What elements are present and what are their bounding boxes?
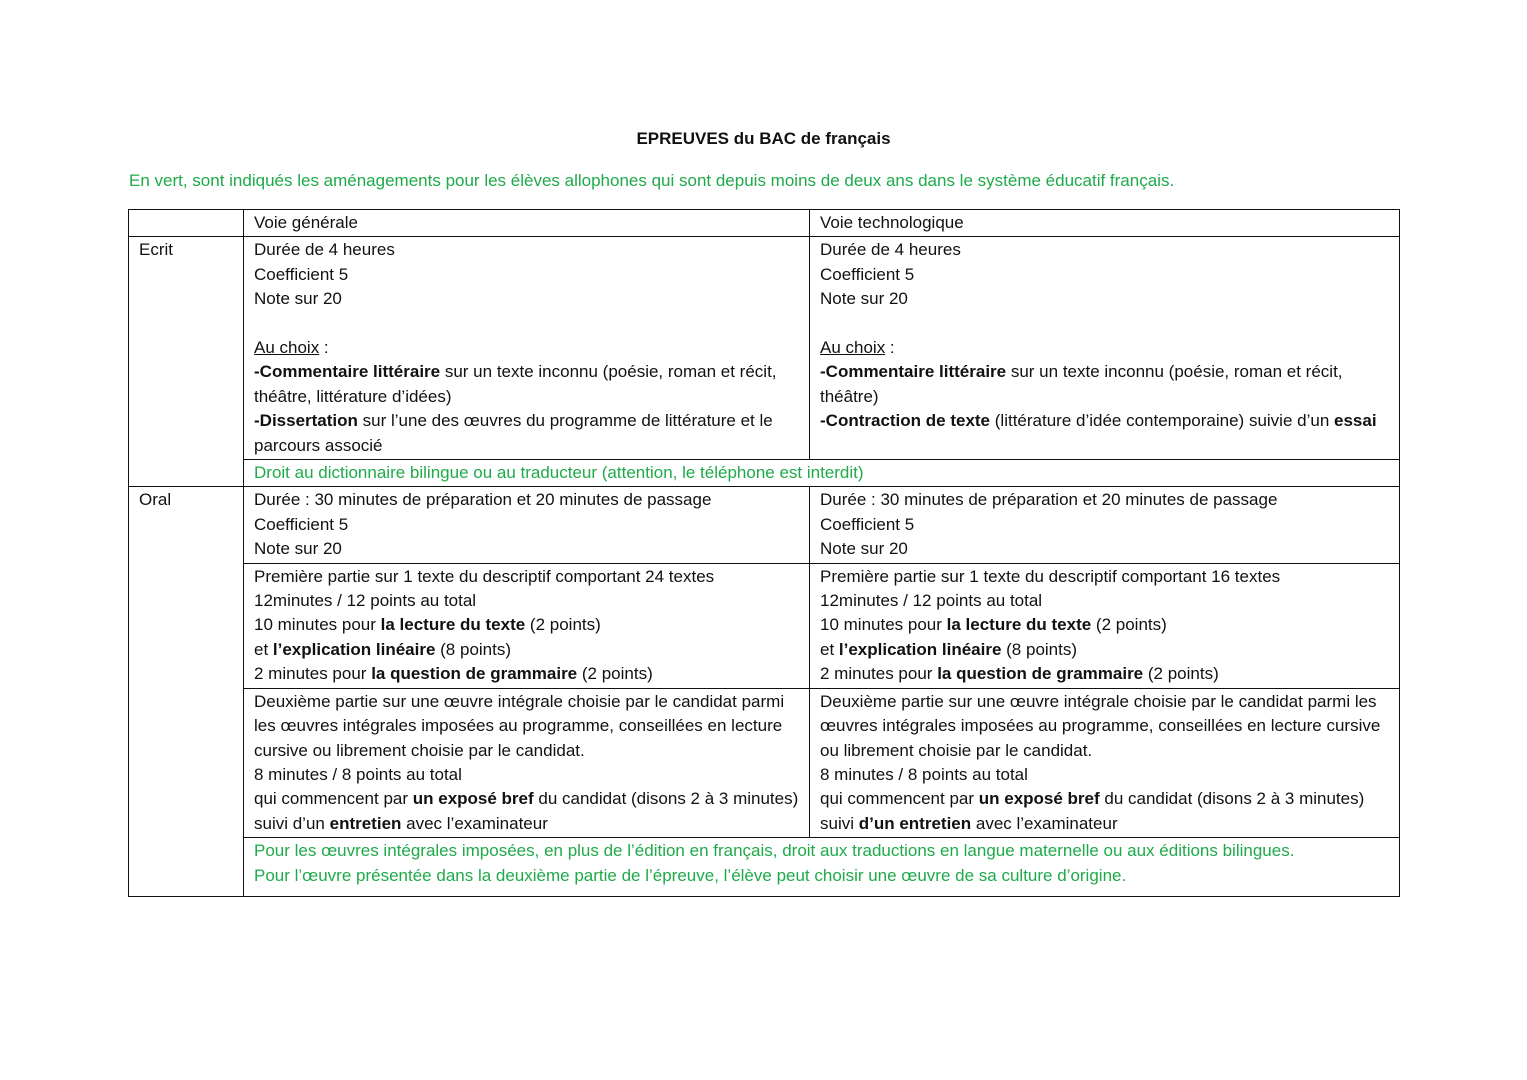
commentaire-bold: -Commentaire littéraire [254,362,441,382]
text-part: (2 points) [1143,664,1219,684]
intro-note: En vert, sont indiqués les aménagements pour les élèves allophones qui sont depuis moins de deux ans dans le système éducatif français. [129,171,1175,190]
exam-table [128,209,1400,897]
oral-general-p2-l3 [254,787,800,811]
empty-header-cell [129,210,244,237]
oral-general-duree: Durée : 30 minutes de préparation et 20 minutes de passage [254,490,712,510]
text-part: 2 minutes pour [820,664,938,684]
oral-general-p1-l4 [254,638,800,662]
bold-part: d’un entretien [858,813,972,833]
header-voie-technologique: Voie technologique [810,210,1400,237]
oral-techno-duree: Durée : 30 minutes de préparation et 20 minutes de passage [820,490,1278,510]
text-part: 10 minutes pour [820,615,947,635]
oral-amenagement [244,838,1400,897]
dissertation-rest: sur l’une des œuvres du programme de littérature et le parcours associé [254,411,773,455]
spacer [820,312,1390,336]
choix-colon: : [885,338,895,358]
text-part: suivi d’un [254,813,330,833]
text-part: du candidat (disons 2 à 3 minutes) [1099,789,1365,809]
ecrit-techno-cell [810,237,1400,460]
oral-amenagement-row [129,838,1400,897]
text-part: qui commencent par [820,789,979,809]
oral-techno-cell-1 [810,487,1400,563]
oral-label-text: Oral [139,490,172,510]
oral-general-p2-l4 [254,812,800,836]
bold-part: l’explication linéaire [838,639,1002,659]
ecrit-general-choix [254,336,800,360]
choix-label: Au choix [254,338,320,358]
text-part: avec l’examinateur [401,813,548,833]
oral-techno-note: Note sur 20 [820,539,908,559]
commentaire-rest: sur un texte inconnu (poésie, roman et récit, théâtre) [820,362,1343,406]
spacer [254,312,800,336]
commentaire-rest: sur un texte inconnu (poésie, roman et récit, théâtre, littérature d’idées) [254,362,777,406]
choix-colon: : [319,338,329,358]
oral-techno-cell-3 [810,688,1400,837]
essai-bold: essai [1334,411,1377,431]
oral-techno-cell-2 [810,563,1400,688]
oral-label [129,487,244,897]
text-part: et [820,639,839,659]
oral-row-3 [129,688,1400,837]
ecrit-amenagement-text: Droit au dictionnaire bilingue ou au traducteur (attention, le téléphone est interdit) [254,463,864,483]
choix-label: Au choix [820,338,886,358]
oral-general-p2-l2: 8 minutes / 8 points au total [254,764,462,784]
oral-techno-p1-l2: 12minutes / 12 points au total [820,591,1043,611]
text-part: 10 minutes pour [254,615,381,635]
oral-techno-coef: Coefficient 5 [820,514,915,534]
ecrit-techno-contraction [820,409,1390,433]
oral-general-cell-3 [244,688,810,837]
oral-techno-p1-l4 [820,638,1390,662]
oral-techno-p2-l3 [820,787,1390,811]
bold-part: un exposé bref [978,789,1100,809]
ecrit-techno-coef: Coefficient 5 [820,264,915,284]
ecrit-techno-note: Note sur 20 [820,289,908,309]
ecrit-general-duree: Durée de 4 heures [254,240,395,260]
ecrit-general-cell [244,237,810,460]
bold-part: la question de grammaire [937,664,1144,684]
ecrit-general-note: Note sur 20 [254,289,342,309]
oral-general-p1-l5 [254,662,800,686]
ecrit-techno-duree: Durée de 4 heures [820,240,961,260]
text-part: qui commencent par [254,789,413,809]
oral-general-cell-1 [244,487,810,563]
bold-part: la question de grammaire [371,664,578,684]
oral-techno-p2-l2: 8 minutes / 8 points au total [820,764,1028,784]
oral-general-coef: Coefficient 5 [254,514,349,534]
bold-part: l’explication linéaire [272,639,436,659]
commentaire-bold: -Commentaire littéraire [820,362,1007,382]
oral-general-p1-l1: Première partie sur 1 texte du descriptif comportant 24 textes [254,566,715,586]
oral-general-note: Note sur 20 [254,539,342,559]
ecrit-row [129,237,1400,460]
bold-part: la lecture du texte [946,615,1092,635]
header-row [129,210,1400,237]
text-part: (2 points) [577,664,653,684]
oral-amenagement-1: Pour les œuvres intégrales imposées, en plus de l’édition en français, droit aux traductions en langue maternelle ou aux éditions bilingues. [254,841,1295,861]
oral-techno-p2-intro: Deuxième partie sur une œuvre intégrale choisie par le candidat parmi les œuvres intégrales imposées au programme, conseillées en lecture cursive ou librement choisie par le candidat. [820,691,1381,760]
oral-general-p1-l2: 12minutes / 12 points au total [254,591,477,611]
contraction-rest: (littérature d’idée contemporaine) suivie d’un [990,411,1334,431]
text-part: 2 minutes pour [254,664,372,684]
ecrit-general-coef: Coefficient 5 [254,264,349,284]
oral-row-1 [129,487,1400,563]
oral-techno-p1-l3 [820,613,1390,637]
text-part: (2 points) [525,615,601,635]
ecrit-techno-choix [820,336,1390,360]
bold-part: la lecture du texte [380,615,526,635]
text-part: et [254,639,273,659]
bold-part: entretien [329,813,402,833]
oral-row-2 [129,563,1400,688]
ecrit-amenagement-row [129,460,1400,487]
ecrit-label [129,237,244,487]
oral-techno-p1-l5 [820,662,1390,686]
ecrit-techno-commentaire [820,360,1390,409]
ecrit-label-text: Ecrit [139,240,173,260]
header-voie-generale: Voie générale [244,210,810,237]
oral-general-p1-l3 [254,613,800,637]
text-part: (8 points) [435,639,512,659]
oral-techno-p1-l1: Première partie sur 1 texte du descriptif comportant 16 textes [820,566,1281,586]
bold-part: un exposé bref [412,789,534,809]
ecrit-amenagement [244,460,1400,487]
text-part: suivi [820,813,859,833]
text-part: (2 points) [1091,615,1167,635]
oral-general-cell-2 [244,563,810,688]
ecrit-general-commentaire [254,360,800,409]
text-part: avec l’examinateur [971,813,1118,833]
dissertation-bold: -Dissertation [254,411,358,431]
contraction-bold: -Contraction de texte [820,411,991,431]
oral-amenagement-2: Pour l’œuvre présentée dans la deuxième partie de l’épreuve, l’élève peut choisir une œuvre de sa culture d’origine. [254,865,1127,885]
oral-general-p2-intro: Deuxième partie sur une œuvre intégrale choisie par le candidat parmi les œuvres intégrales imposées au programme, conseillées en lecture cursive ou librement choisie par le candidat. [254,691,785,760]
document-title: EPREUVES du BAC de français [636,129,891,148]
text-part: (8 points) [1001,639,1078,659]
text-part: du candidat (disons 2 à 3 minutes) [533,789,799,809]
oral-techno-p2-l4 [820,812,1390,836]
ecrit-general-dissertation [254,409,800,458]
